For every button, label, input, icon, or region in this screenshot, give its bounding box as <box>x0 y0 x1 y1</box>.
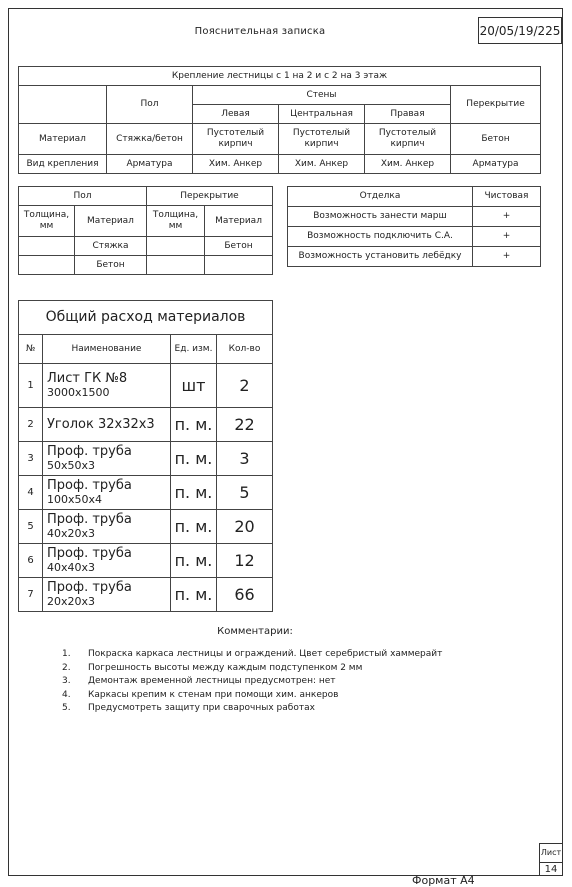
comment-item: 1. Покраска каркаса лестницы и ограждений. Цвет серебристый хаммерайт <box>62 649 443 659</box>
finish-row-label: Возможность подключить С.А. <box>288 227 473 247</box>
row-num: 4 <box>19 476 43 510</box>
fixing-ceiling: Арматура <box>451 155 541 174</box>
finish-row-value: + <box>473 247 541 267</box>
row-name: Проф. труба 40х20х3 <box>43 510 171 544</box>
row-unit: п. м. <box>171 476 217 510</box>
finish-row-label: Возможность занести марш <box>288 207 473 227</box>
row-unit: шт <box>171 364 217 408</box>
row-unit: п. м. <box>171 408 217 442</box>
document-code: 20/05/19/225 <box>478 17 562 44</box>
row-qty: 5 <box>217 476 273 510</box>
ceiling-thickness-header: Толщина, мм <box>147 206 205 237</box>
row-name: Проф. труба 40х40х3 <box>43 544 171 578</box>
row-qty: 3 <box>217 442 273 476</box>
clean-header: Чистовая <box>473 187 541 207</box>
header-center: Центральная <box>279 105 365 124</box>
material-ceiling: Бетон <box>451 124 541 155</box>
ceiling-material-header: Материал <box>205 206 273 237</box>
materials-table <box>18 300 273 612</box>
fixing-left: Хим. Анкер <box>193 155 279 174</box>
floor-material-header: Материал <box>75 206 147 237</box>
header-floor: Пол <box>107 86 193 124</box>
fixing-center: Хим. Анкер <box>279 155 365 174</box>
row-material-label: Материал <box>19 124 107 155</box>
row-name: Проф. труба 50х50х3 <box>43 442 171 476</box>
fixing-floor: Арматура <box>107 155 193 174</box>
row-qty: 66 <box>217 578 273 612</box>
row-unit: п. м. <box>171 578 217 612</box>
row-num: 2 <box>19 408 43 442</box>
finish-row-value: + <box>473 227 541 247</box>
row-name: Уголок 32х32х3 <box>43 408 171 442</box>
empty-cell <box>19 86 107 124</box>
materials-caption: Общий расход материалов <box>19 301 273 335</box>
floor-material-1: Стяжка <box>75 237 147 256</box>
row-qty: 2 <box>217 364 273 408</box>
floor-thickness-value <box>19 237 75 256</box>
row-unit: п. м. <box>171 510 217 544</box>
row-unit: п. м. <box>171 544 217 578</box>
floor-material-2: Бетон <box>75 256 147 275</box>
ceiling-material-2 <box>205 256 273 275</box>
comment-item: 2. Погрешность высоты между каждым подступенком 2 мм <box>62 662 363 673</box>
floor-thickness-value-2 <box>19 256 75 275</box>
row-num: 1 <box>19 364 43 408</box>
fixing-right: Хим. Анкер <box>365 155 451 174</box>
row-num: 3 <box>19 442 43 476</box>
document-title: Пояснительная записка <box>194 26 326 37</box>
header-num: № <box>19 335 43 364</box>
header-right: Правая <box>365 105 451 124</box>
row-qty: 12 <box>217 544 273 578</box>
comments-title: Комментарии: <box>217 626 293 637</box>
ceiling-header: Перекрытие <box>147 187 273 206</box>
header-name: Наименование <box>43 335 171 364</box>
header-walls: Стены <box>193 86 451 105</box>
material-left: Пустотелый кирпич <box>193 124 279 155</box>
header-unit: Ед. изм. <box>171 335 217 364</box>
floor-header: Пол <box>19 187 147 206</box>
sheet-label: Лист <box>540 844 562 863</box>
finish-row-value: + <box>473 207 541 227</box>
ceiling-material: Бетон <box>205 237 273 256</box>
sheet-number: 14 <box>544 864 558 875</box>
sheet-number-box <box>539 843 563 876</box>
ceiling-thickness-value-2 <box>147 256 205 275</box>
row-name: Лист ГК №8 3000х1500 <box>43 364 171 408</box>
row-fixing-label: Вид крепления <box>19 155 107 174</box>
floor-overlap-table <box>18 186 273 275</box>
format-label: Формат А4 <box>412 874 475 887</box>
comment-item: 3. Демонтаж временной лестницы предусмотрен: нет <box>62 676 336 686</box>
row-qty: 20 <box>217 510 273 544</box>
finish-table <box>287 186 541 267</box>
comment-item: 4. Каркасы крепим к стенам при помощи хим. анкеров <box>62 689 339 700</box>
row-unit: п. м. <box>171 442 217 476</box>
comment-item: 5. Предусмотреть защиту при сварочных работах <box>62 703 315 713</box>
row-num: 6 <box>19 544 43 578</box>
material-right: Пустотелый кирпич <box>365 124 451 155</box>
header-left: Левая <box>193 105 279 124</box>
row-name: Проф. труба 20х20х3 <box>43 578 171 612</box>
row-name: Проф. труба 100х50х4 <box>43 476 171 510</box>
finish-row-label: Возможность установить лебёдку <box>288 247 473 267</box>
material-center: Пустотелый кирпич <box>279 124 365 155</box>
header-qty: Кол-во <box>217 335 273 364</box>
row-num: 7 <box>19 578 43 612</box>
row-qty: 22 <box>217 408 273 442</box>
finish-header: Отделка <box>288 187 473 207</box>
fastening-caption: Крепление лестницы с 1 на 2 и с 2 на 3 этаж <box>19 67 541 86</box>
material-floor: Стяжка/бетон <box>107 124 193 155</box>
comments-list <box>62 648 442 716</box>
floor-thickness-header: Толщина, мм <box>19 206 75 237</box>
row-num: 5 <box>19 510 43 544</box>
fastening-table <box>18 66 541 174</box>
header-ceiling: Перекрытие <box>451 86 541 124</box>
ceiling-thickness-value <box>147 237 205 256</box>
